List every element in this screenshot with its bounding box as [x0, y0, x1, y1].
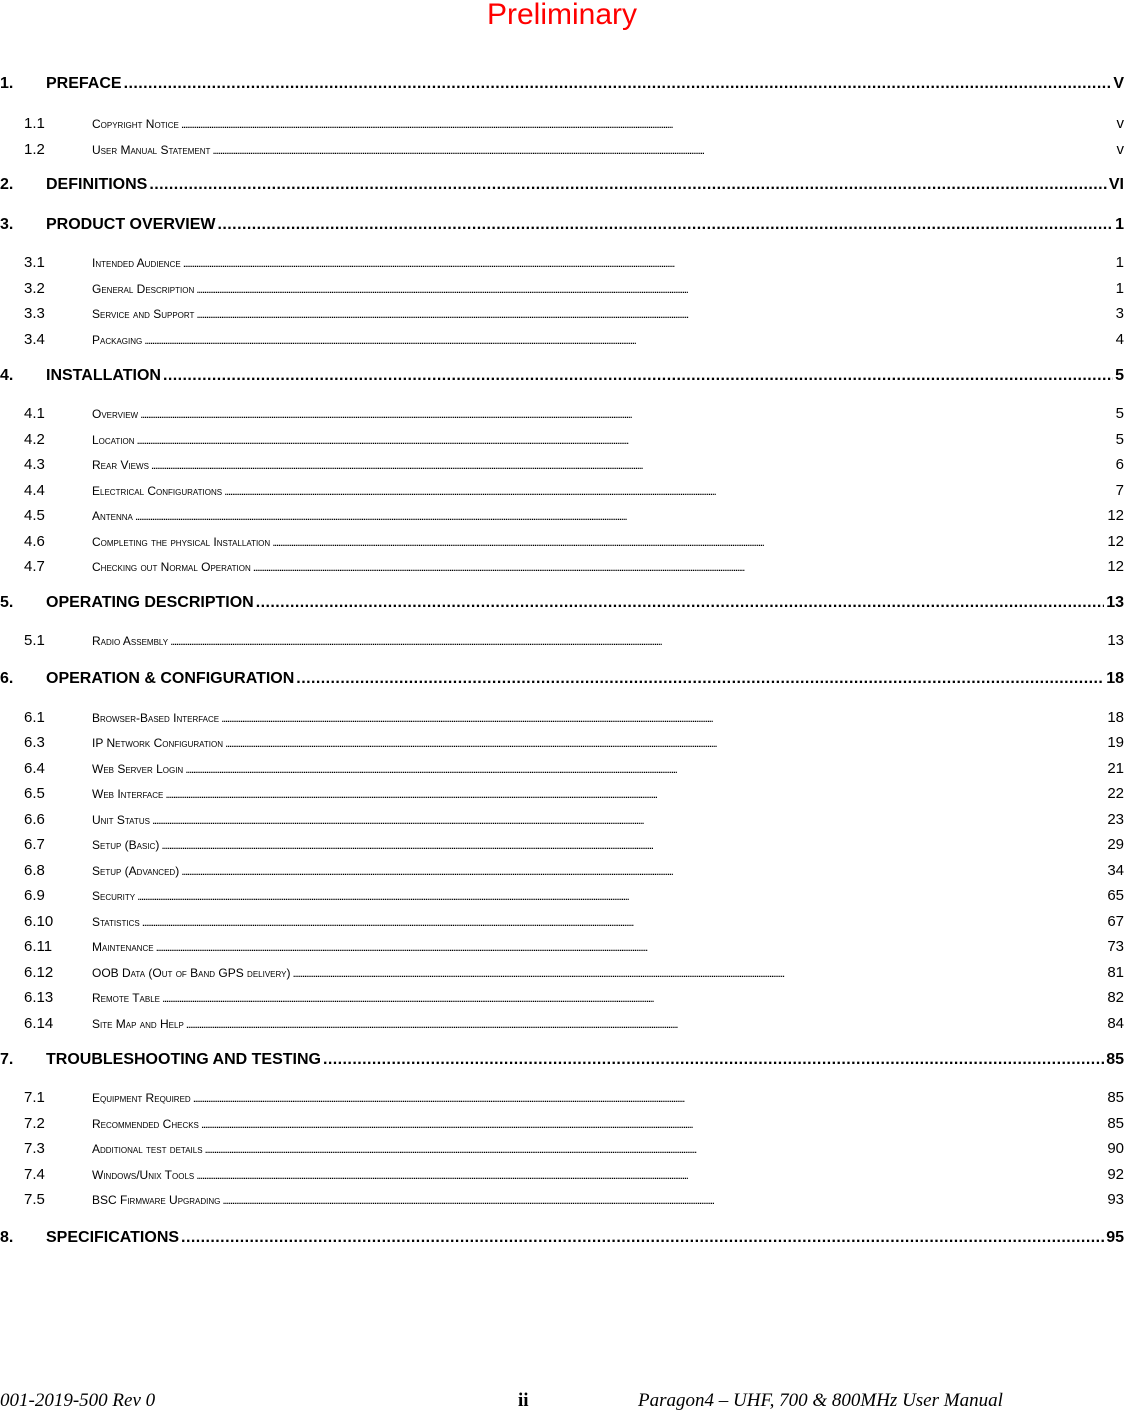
toc-entry-page: 34: [1107, 862, 1124, 879]
toc-section-entry[interactable]: [0, 964, 1124, 986]
toc-entry-number: 6.11: [24, 938, 53, 955]
toc-entry-page: 85: [1106, 1051, 1124, 1068]
toc-entry-page: 12: [1107, 507, 1124, 524]
toc-dot-leader: [253, 558, 1106, 575]
toc-entry-title: Packaging: [92, 333, 143, 347]
toc-section-entry[interactable]: [0, 254, 1124, 276]
toc-entry-number: 4.6: [24, 533, 45, 550]
toc-section-entry[interactable]: [0, 811, 1124, 833]
toc-entry-page: 82: [1107, 989, 1124, 1006]
toc-entry-page: 3: [1115, 305, 1124, 322]
toc-entry-page: 1: [1115, 216, 1124, 233]
toc-entry-page: 29: [1107, 836, 1124, 853]
toc-dot-leader: [196, 280, 1113, 297]
toc-entry-title: General Description: [92, 282, 195, 296]
toc-entry-title: Location: [92, 433, 135, 447]
toc-entry-page: 85: [1107, 1115, 1124, 1132]
toc-entry-page: 81: [1107, 964, 1124, 981]
toc-chapter-entry[interactable]: [0, 670, 1124, 694]
toc-dot-leader: [165, 785, 1105, 802]
toc-entry-number: 6.4: [24, 760, 45, 777]
toc-entry-title: Recommended Checks: [92, 1117, 199, 1131]
toc-section-entry[interactable]: [0, 632, 1124, 654]
toc-entry-page: VI: [1108, 176, 1124, 193]
toc-entry-number: 6.7: [24, 836, 45, 853]
toc-entry-number: 6.10: [24, 913, 54, 930]
toc-entry-number: 5.1: [24, 632, 45, 649]
toc-section-entry[interactable]: [0, 734, 1124, 756]
toc-entry-number: 6.6: [24, 811, 45, 828]
toc-entry-page: 22: [1107, 785, 1124, 802]
toc-dot-leader: [212, 141, 1114, 158]
toc-section-entry[interactable]: [0, 456, 1124, 478]
toc-entry-number: 3.: [0, 216, 14, 233]
toc-dot-leader: [185, 760, 1105, 777]
toc-chapter-entry[interactable]: [0, 594, 1124, 618]
footer-page-number: ii: [518, 1390, 529, 1411]
toc-entry-page: 23: [1107, 811, 1124, 828]
toc-section-entry[interactable]: [0, 331, 1124, 353]
toc-dot-leader: [186, 1015, 1106, 1032]
toc-entry-page: 5: [1115, 431, 1124, 448]
toc-entry-page: 18: [1107, 709, 1124, 726]
toc-dot-leader: [221, 709, 1105, 726]
toc-entry-number: 7.3: [24, 1140, 45, 1157]
toc-entry-title: Checking out Normal Operation: [92, 560, 251, 574]
toc-entry-page: v: [1116, 115, 1124, 132]
toc-section-entry[interactable]: [0, 141, 1124, 163]
toc-chapter-entry[interactable]: [0, 176, 1124, 200]
toc-entry-page: 19: [1107, 734, 1124, 751]
toc-entry-title: BSC Firmware Upgrading: [92, 1193, 221, 1207]
toc-entry-title: IP Network Configuration: [92, 736, 223, 750]
toc-entry-number: 6.14: [24, 1015, 54, 1032]
toc-dot-leader: [124, 75, 1112, 93]
toc-section-entry[interactable]: [0, 558, 1124, 580]
toc-dot-leader: [162, 989, 1105, 1006]
toc-entry-title: Unit Status: [92, 813, 150, 827]
toc-dot-leader: [135, 507, 1105, 524]
toc-dot-leader: [196, 1166, 1105, 1183]
footer-doc-number: 001-2019-500 Rev 0: [0, 1390, 156, 1411]
toc-chapter-entry[interactable]: [0, 1229, 1124, 1253]
toc-chapter-entry[interactable]: [0, 1051, 1124, 1075]
toc-entry-page: v: [1116, 141, 1124, 158]
toc-dot-leader: [323, 1051, 1104, 1069]
toc-section-entry[interactable]: [0, 913, 1124, 935]
toc-section-entry[interactable]: [0, 1015, 1124, 1037]
toc-section-entry[interactable]: [0, 405, 1124, 427]
toc-dot-leader: [152, 811, 1105, 828]
toc-entry-page: 13: [1106, 594, 1124, 611]
toc-entry-number: 8.: [0, 1229, 14, 1246]
toc-section-entry[interactable]: [0, 862, 1124, 884]
toc-entry-number: 6.1: [24, 709, 45, 726]
toc-entry-number: 5.: [0, 594, 14, 611]
toc-entry-title: Security: [92, 889, 136, 903]
toc-entry-title: Browser-Based Interface: [92, 711, 220, 725]
toc-entry-title: Rear Views: [92, 458, 149, 472]
toc-entry-title: Service and Support: [92, 307, 195, 321]
toc-entry-title: Intended Audience: [92, 256, 181, 270]
toc-entry-number: 6.5: [24, 785, 45, 802]
toc-entry-title: PRODUCT OVERVIEW: [46, 216, 216, 233]
toc-entry-title: Antenna: [92, 509, 133, 523]
toc-dot-leader: [144, 331, 1113, 348]
toc-entry-page: 95: [1106, 1229, 1124, 1246]
toc-entry-page: 67: [1107, 913, 1124, 930]
toc-section-entry[interactable]: [0, 709, 1124, 731]
toc-dot-leader: [196, 305, 1113, 322]
toc-section-entry[interactable]: [0, 280, 1124, 302]
toc-entry-page: 13: [1107, 632, 1124, 649]
toc-dot-leader: [256, 594, 1104, 612]
toc-entry-number: 7.: [0, 1051, 14, 1068]
toc-dot-leader: [137, 887, 1105, 904]
toc-entry-title: Web Server Login: [92, 762, 184, 776]
toc-entry-title: OOB Data (Out of Band GPS delivery): [92, 966, 291, 980]
toc-section-entry[interactable]: [0, 1115, 1124, 1137]
toc-entry-number: 6.13: [24, 989, 54, 1006]
toc-entry-page: 18: [1106, 670, 1124, 687]
toc-entry-title: Copyright Notice: [92, 117, 179, 131]
toc-entry-title: Radio Assembly: [92, 634, 169, 648]
toc-section-entry[interactable]: [0, 482, 1124, 504]
toc-entry-page: 93: [1107, 1191, 1124, 1208]
toc-dot-leader: [149, 176, 1107, 194]
toc-entry-title: Completing the physical Installation: [92, 535, 271, 549]
toc-entry-number: 4.2: [24, 431, 45, 448]
toc-dot-leader: [137, 431, 1114, 448]
toc-dot-leader: [225, 734, 1105, 751]
toc-entry-number: 6.3: [24, 734, 45, 751]
toc-dot-leader: [163, 367, 1113, 385]
toc-dot-leader: [183, 254, 1114, 271]
toc-entry-page: 84: [1107, 1015, 1124, 1032]
toc-entry-title: Site Map and Help: [92, 1017, 184, 1031]
toc-dot-leader: [296, 670, 1104, 688]
toc-section-entry[interactable]: [0, 533, 1124, 555]
toc-section-entry[interactable]: [0, 836, 1124, 858]
toc-entry-page: 12: [1107, 533, 1124, 550]
toc-section-entry[interactable]: [0, 887, 1124, 909]
toc-dot-leader: [140, 405, 1114, 422]
toc-entry-number: 6.8: [24, 862, 45, 879]
toc-entry-title: SPECIFICATIONS: [46, 1229, 180, 1246]
toc-entry-title: Statistics: [92, 915, 140, 929]
toc-entry-page: 7: [1115, 482, 1124, 499]
toc-section-entry[interactable]: [0, 785, 1124, 807]
toc-dot-leader: [181, 862, 1105, 879]
toc-section-entry[interactable]: [0, 431, 1124, 453]
toc-dot-leader: [142, 913, 1106, 930]
toc-section-entry[interactable]: [0, 115, 1124, 137]
toc-dot-leader: [193, 1089, 1106, 1106]
toc-entry-number: 4.4: [24, 482, 45, 499]
toc-dot-leader: [222, 1191, 1105, 1208]
toc-entry-title: Overview: [92, 407, 139, 421]
toc-entry-number: 1.1: [24, 115, 45, 132]
toc-entry-number: 4.5: [24, 507, 45, 524]
toc-entry-page: 21: [1107, 760, 1124, 777]
toc-entry-page: 5: [1115, 367, 1124, 384]
toc-dot-leader: [181, 115, 1115, 132]
toc-section-entry[interactable]: [0, 1089, 1124, 1111]
toc-entry-number: 3.1: [24, 254, 45, 271]
toc-entry-page: 12: [1107, 558, 1124, 575]
toc-entry-number: 4.3: [24, 456, 45, 473]
toc-entry-number: 4.: [0, 367, 14, 384]
toc-section-entry[interactable]: [0, 1191, 1124, 1213]
toc-section-entry[interactable]: [0, 760, 1124, 782]
toc-entry-title: OPERATING DESCRIPTION: [46, 594, 254, 611]
toc-dot-leader: [161, 836, 1105, 853]
toc-entry-title: OPERATION & CONFIGURATION: [46, 670, 295, 687]
toc-entry-title: Electrical Configurations: [92, 484, 223, 498]
toc-section-entry[interactable]: [0, 989, 1124, 1011]
toc-entry-title: DEFINITIONS: [46, 176, 148, 193]
toc-dot-leader: [201, 1115, 1105, 1132]
toc-entry-page: 90: [1107, 1140, 1124, 1157]
toc-entry-number: 4.1: [24, 405, 45, 422]
toc-entry-number: 4.7: [24, 558, 45, 575]
toc-entry-page: 4: [1115, 331, 1124, 348]
toc-entry-number: 3.3: [24, 305, 45, 322]
toc-entry-page: 92: [1107, 1166, 1124, 1183]
toc-section-entry[interactable]: [0, 938, 1124, 960]
toc-entry-title: Setup (Basic): [92, 838, 160, 852]
toc-dot-leader: [292, 964, 1105, 981]
toc-entry-number: 6.9: [24, 887, 45, 904]
toc-entry-page: 6: [1115, 456, 1124, 473]
toc-entry-page: 85: [1107, 1089, 1124, 1106]
toc-entry-page: 65: [1107, 887, 1124, 904]
footer-manual-title: Paragon4 – UHF, 700 & 800MHz User Manual: [638, 1390, 1003, 1411]
toc-chapter-entry[interactable]: [0, 367, 1124, 391]
toc-entry-title: Maintenance: [92, 940, 154, 954]
toc-section-entry[interactable]: [0, 1166, 1124, 1188]
toc-entry-page: 1: [1115, 280, 1124, 297]
toc-section-entry[interactable]: [0, 507, 1124, 529]
toc-entry-page: 5: [1115, 405, 1124, 422]
toc-entry-title: Web Interface: [92, 787, 164, 801]
toc-chapter-entry[interactable]: [0, 216, 1124, 240]
toc-entry-number: 7.1: [24, 1089, 45, 1106]
toc-entry-page: V: [1113, 75, 1124, 92]
toc-section-entry[interactable]: [0, 1140, 1124, 1162]
toc-entry-number: 7.5: [24, 1191, 45, 1208]
toc-entry-title: Setup (Advanced): [92, 864, 180, 878]
toc-dot-leader: [205, 1140, 1106, 1157]
toc-dot-leader: [170, 632, 1105, 649]
toc-entry-title: Additional test details: [92, 1142, 203, 1156]
toc-dot-leader: [156, 938, 1106, 955]
toc-dot-leader: [272, 533, 1105, 550]
toc-entry-page: 1: [1115, 254, 1124, 271]
toc-entry-number: 7.4: [24, 1166, 45, 1183]
toc-dot-leader: [151, 456, 1114, 473]
toc-dot-leader: [181, 1229, 1104, 1247]
toc-entry-number: 6.: [0, 670, 14, 687]
toc-entry-page: 73: [1107, 938, 1124, 955]
toc-entry-title: Equipment Required: [92, 1091, 191, 1105]
toc-chapter-entry[interactable]: [0, 75, 1124, 99]
toc-entry-number: 1.2: [24, 141, 45, 158]
toc-entry-title: User Manual Statement: [92, 143, 211, 157]
toc-dot-leader: [224, 482, 1114, 499]
toc-section-entry[interactable]: [0, 305, 1124, 327]
toc-entry-title: TROUBLESHOOTING AND TESTING: [46, 1051, 321, 1068]
preliminary-watermark: Preliminary: [486, 0, 638, 31]
toc-entry-title: INSTALLATION: [46, 367, 161, 384]
toc-entry-number: 7.2: [24, 1115, 45, 1132]
toc-entry-title: PREFACE: [46, 75, 122, 92]
toc-entry-title: Windows/Unix Tools: [92, 1168, 195, 1182]
toc-entry-number: 3.2: [24, 280, 45, 297]
toc-entry-number: 1.: [0, 75, 14, 92]
toc-entry-number: 6.12: [24, 964, 54, 981]
toc-entry-number: 2.: [0, 176, 14, 193]
toc-dot-leader: [218, 216, 1114, 234]
toc-entry-title: Remote Table: [92, 991, 161, 1005]
toc-entry-number: 3.4: [24, 331, 45, 348]
